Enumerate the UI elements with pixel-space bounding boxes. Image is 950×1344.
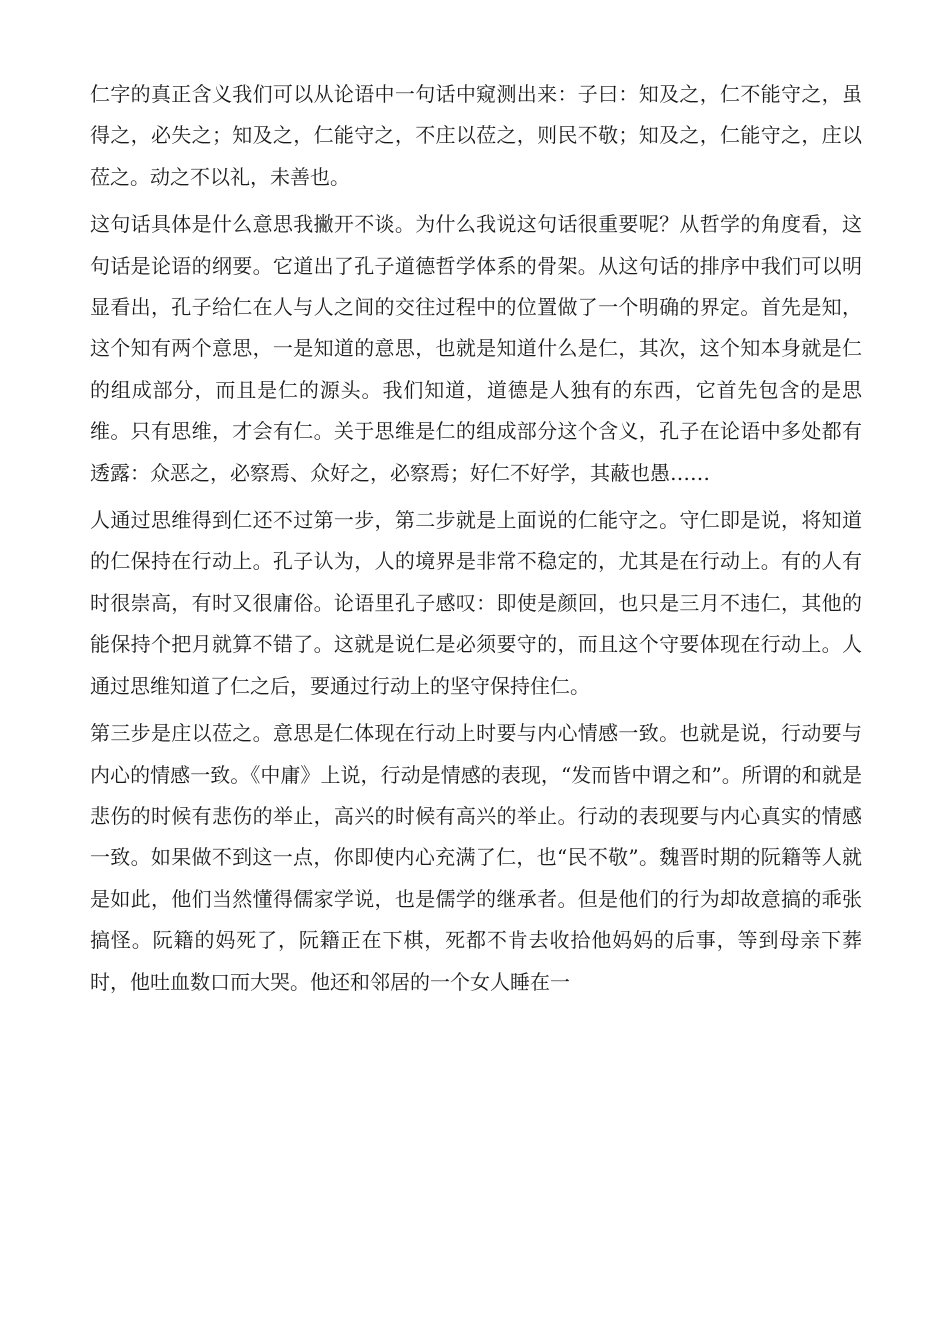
- paragraph-4: 第三步是庄以莅之。意思是仁体现在行动上时要与内心情感一致。也就是说，行动要与内心的情感一致。《中庸》上说，行动是情感的表现，“发而皆中谓之和”。所谓的和就是悲伤的时候有悲伤的举止，高兴的时候有高兴的举止。行动的表现要与内心真实的情感一致。如果做不到这一点，你即使内心充满了仁，也“民不敬”。魏晋时期的阮籍等人就是如此，他们当然懂得儒家学说，也是儒学的继承者。但是他们的行为却故意搞的乖张搞怪。阮籍的妈死了，阮籍正在下棋，死都不肯去收拾他妈妈的后事，等到母亲下葬时，他吐血数口而大哭。他还和邻居的一个女人睡在一: [90, 721, 862, 994]
- document-page: [90, 74, 862, 1009]
- paragraph-1: 仁字的真正含义我们可以从论语中一句话中窥测出来：子曰：知及之，仁不能守之，虽得之，必失之；知及之，仁能守之，不庄以莅之，则民不敬；知及之，仁能守之，庄以莅之。动之不以礼，未善也。: [90, 82, 862, 189]
- paragraph-3: 人通过思维得到仁还不过第一步，第二步就是上面说的仁能守之。守仁即是说，将知道的仁保持在行动上。孔子认为，人的境界是非常不稳定的，尤其是在行动上。有的人有时很崇高，有时又很庸俗。论语里孔子感叹：即使是颜回，也只是三月不违仁，其他的能保持个把月就算不错了。这就是说仁是必须要守的，而且这个守要体现在行动上。人通过思维知道了仁之后，要通过行动上的坚守保持住仁。: [90, 508, 862, 698]
- paragraph-2: 这句话具体是什么意思我撇开不谈。为什么我说这句话很重要呢？从哲学的角度看，这句话是论语的纲要。它道出了孔子道德哲学体系的骨架。从这句话的排序中我们可以明显看出，孔子给仁在人与人之间的交往过程中的位置做了一个明确的界定。首先是知，这个知有两个意思，一是知道的意思，也就是知道什么是仁，其次，这个知本身就是仁的组成部分，而且是仁的源头。我们知道，道德是人独有的东西，它首先包含的是思维。只有思维，才会有仁。关于思维是仁的组成部分这个含义，孔子在论语中多处都有透露：众恶之，必察焉、众好之，必察焉；好仁不好学，其蔽也愚……: [90, 212, 862, 485]
